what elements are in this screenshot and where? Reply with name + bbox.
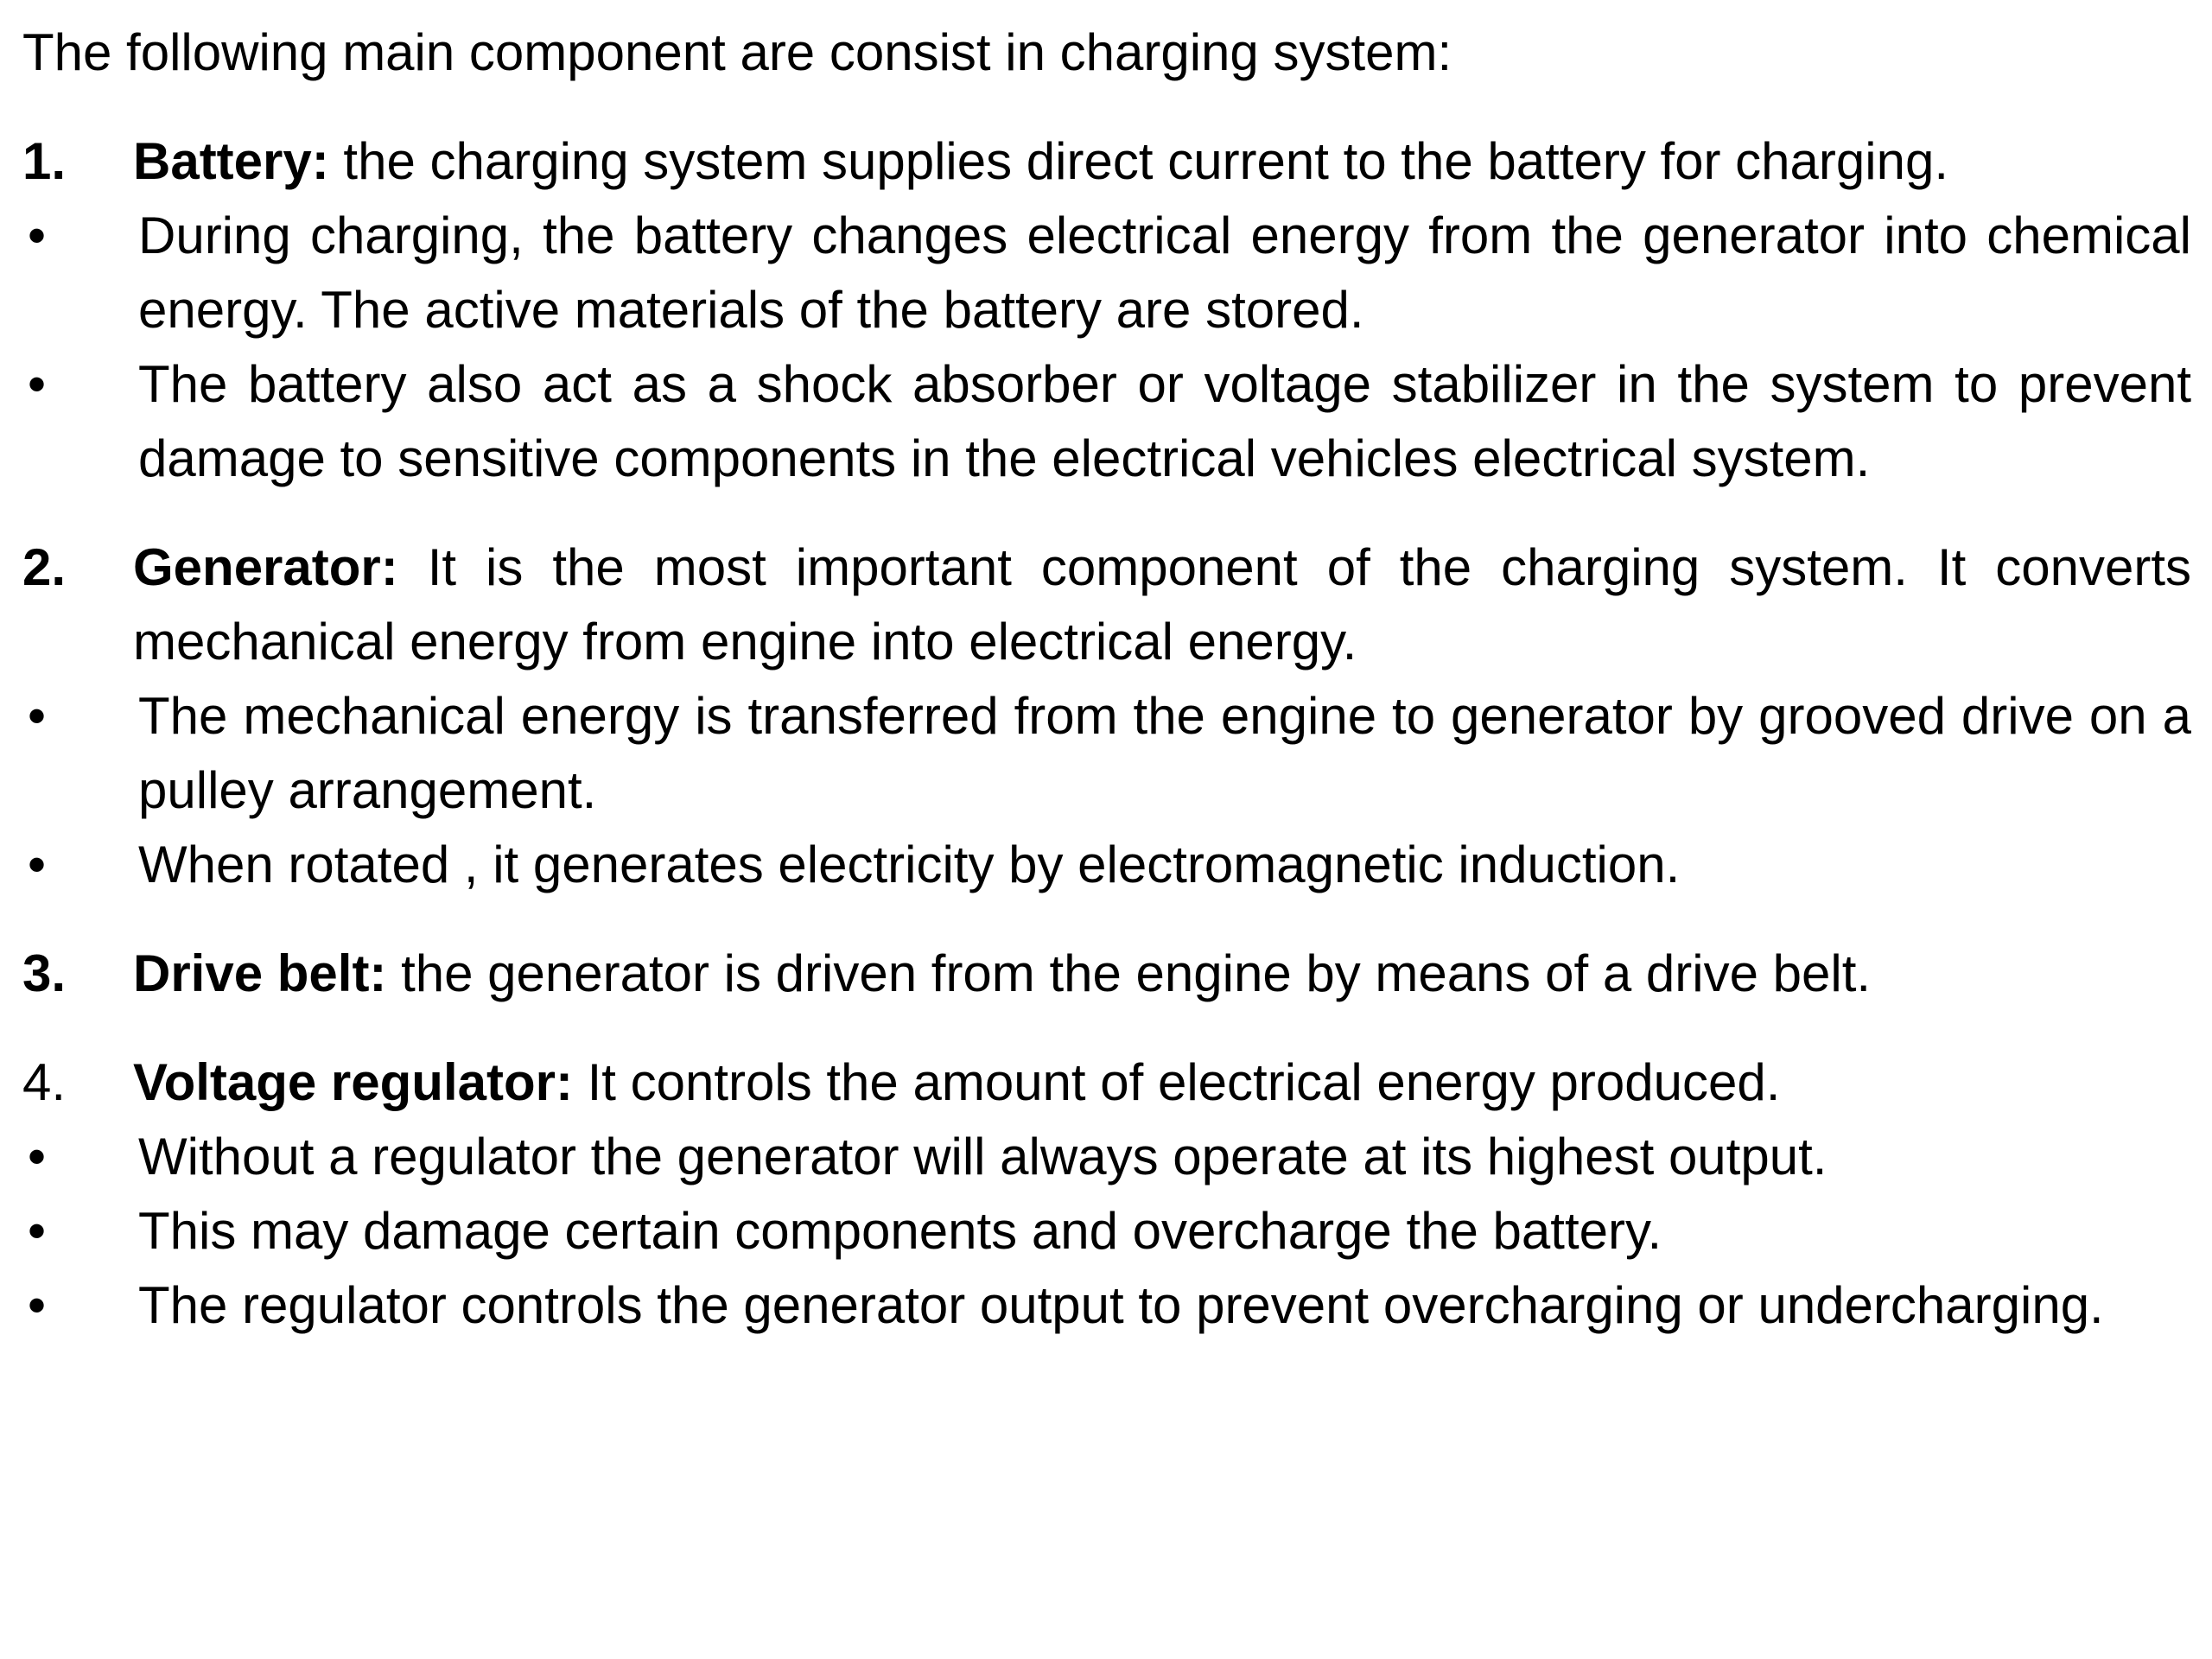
bullet-icon: • <box>28 207 47 264</box>
bullet-item <box>22 679 2191 828</box>
bullet-item <box>22 1194 2191 1268</box>
section-term: Generator: <box>133 538 398 596</box>
section-heading-row <box>22 124 2191 199</box>
document-page <box>22 16 2191 1377</box>
section-number: 1. <box>22 132 67 190</box>
bullet-icon: • <box>28 1128 47 1185</box>
section-heading-row <box>22 937 2191 1011</box>
section-text: the charging system supplies direct current to the battery for charging. <box>328 132 1949 190</box>
section-term: Voltage regulator: <box>133 1053 573 1111</box>
section-battery <box>22 124 2191 496</box>
section-voltage-regulator <box>22 1046 2191 1343</box>
bullet-icon: • <box>28 1202 47 1260</box>
section-term: Drive belt: <box>133 944 387 1002</box>
bullet-text: Without a regulator the generator will always operate at its highest output. <box>138 1128 1827 1185</box>
section-text: It is the most important component of the charging system. It converts mechanical energy from engine into electrical energy. <box>133 538 2191 671</box>
bullet-item <box>22 199 2191 347</box>
bullet-item <box>22 347 2191 496</box>
bullet-text: During charging, the battery changes electrical energy from the generator into chemical energy. The active materials of the battery are stored. <box>138 207 2191 339</box>
section-heading <box>133 531 2191 679</box>
bullet-text: The battery also act as a shock absorber or voltage stabilizer in the system to prevent damage to sensitive components in the electrical vehicles electrical system. <box>138 355 2191 487</box>
section-heading <box>133 124 2191 199</box>
bullet-item <box>22 1120 2191 1194</box>
bullet-icon: • <box>28 687 47 745</box>
bullet-icon: • <box>28 1276 47 1334</box>
bullet-text: The regulator controls the generator output to prevent overcharging or undercharging. <box>138 1276 2104 1334</box>
section-number: 2. <box>22 538 67 596</box>
section-text: It controls the amount of electrical energy produced. <box>572 1053 1781 1111</box>
bullet-icon: • <box>28 836 47 893</box>
section-term: Battery: <box>133 132 329 190</box>
bullet-icon: • <box>28 355 47 413</box>
section-heading-row <box>22 531 2191 679</box>
bullet-item <box>22 828 2191 902</box>
section-number: 3. <box>22 944 67 1002</box>
section-heading <box>133 937 2191 1011</box>
bullet-item <box>22 1268 2191 1343</box>
bullet-text: When rotated , it generates electricity by electromagnetic induction. <box>138 836 1681 893</box>
bullet-text: The mechanical energy is transferred from the engine to generator by grooved drive on a pulley arrangement. <box>138 687 2191 819</box>
section-number: 4. <box>22 1053 67 1111</box>
section-heading-row <box>22 1046 2191 1120</box>
section-heading <box>133 1046 2191 1120</box>
bullet-text: This may damage certain components and overcharge the battery. <box>138 1202 1662 1260</box>
section-drive-belt <box>22 937 2191 1011</box>
intro-text: The following main component are consist in charging system: <box>22 23 1452 81</box>
section-generator <box>22 531 2191 902</box>
section-text: the generator is driven from the engine by means of a drive belt. <box>386 944 1872 1002</box>
